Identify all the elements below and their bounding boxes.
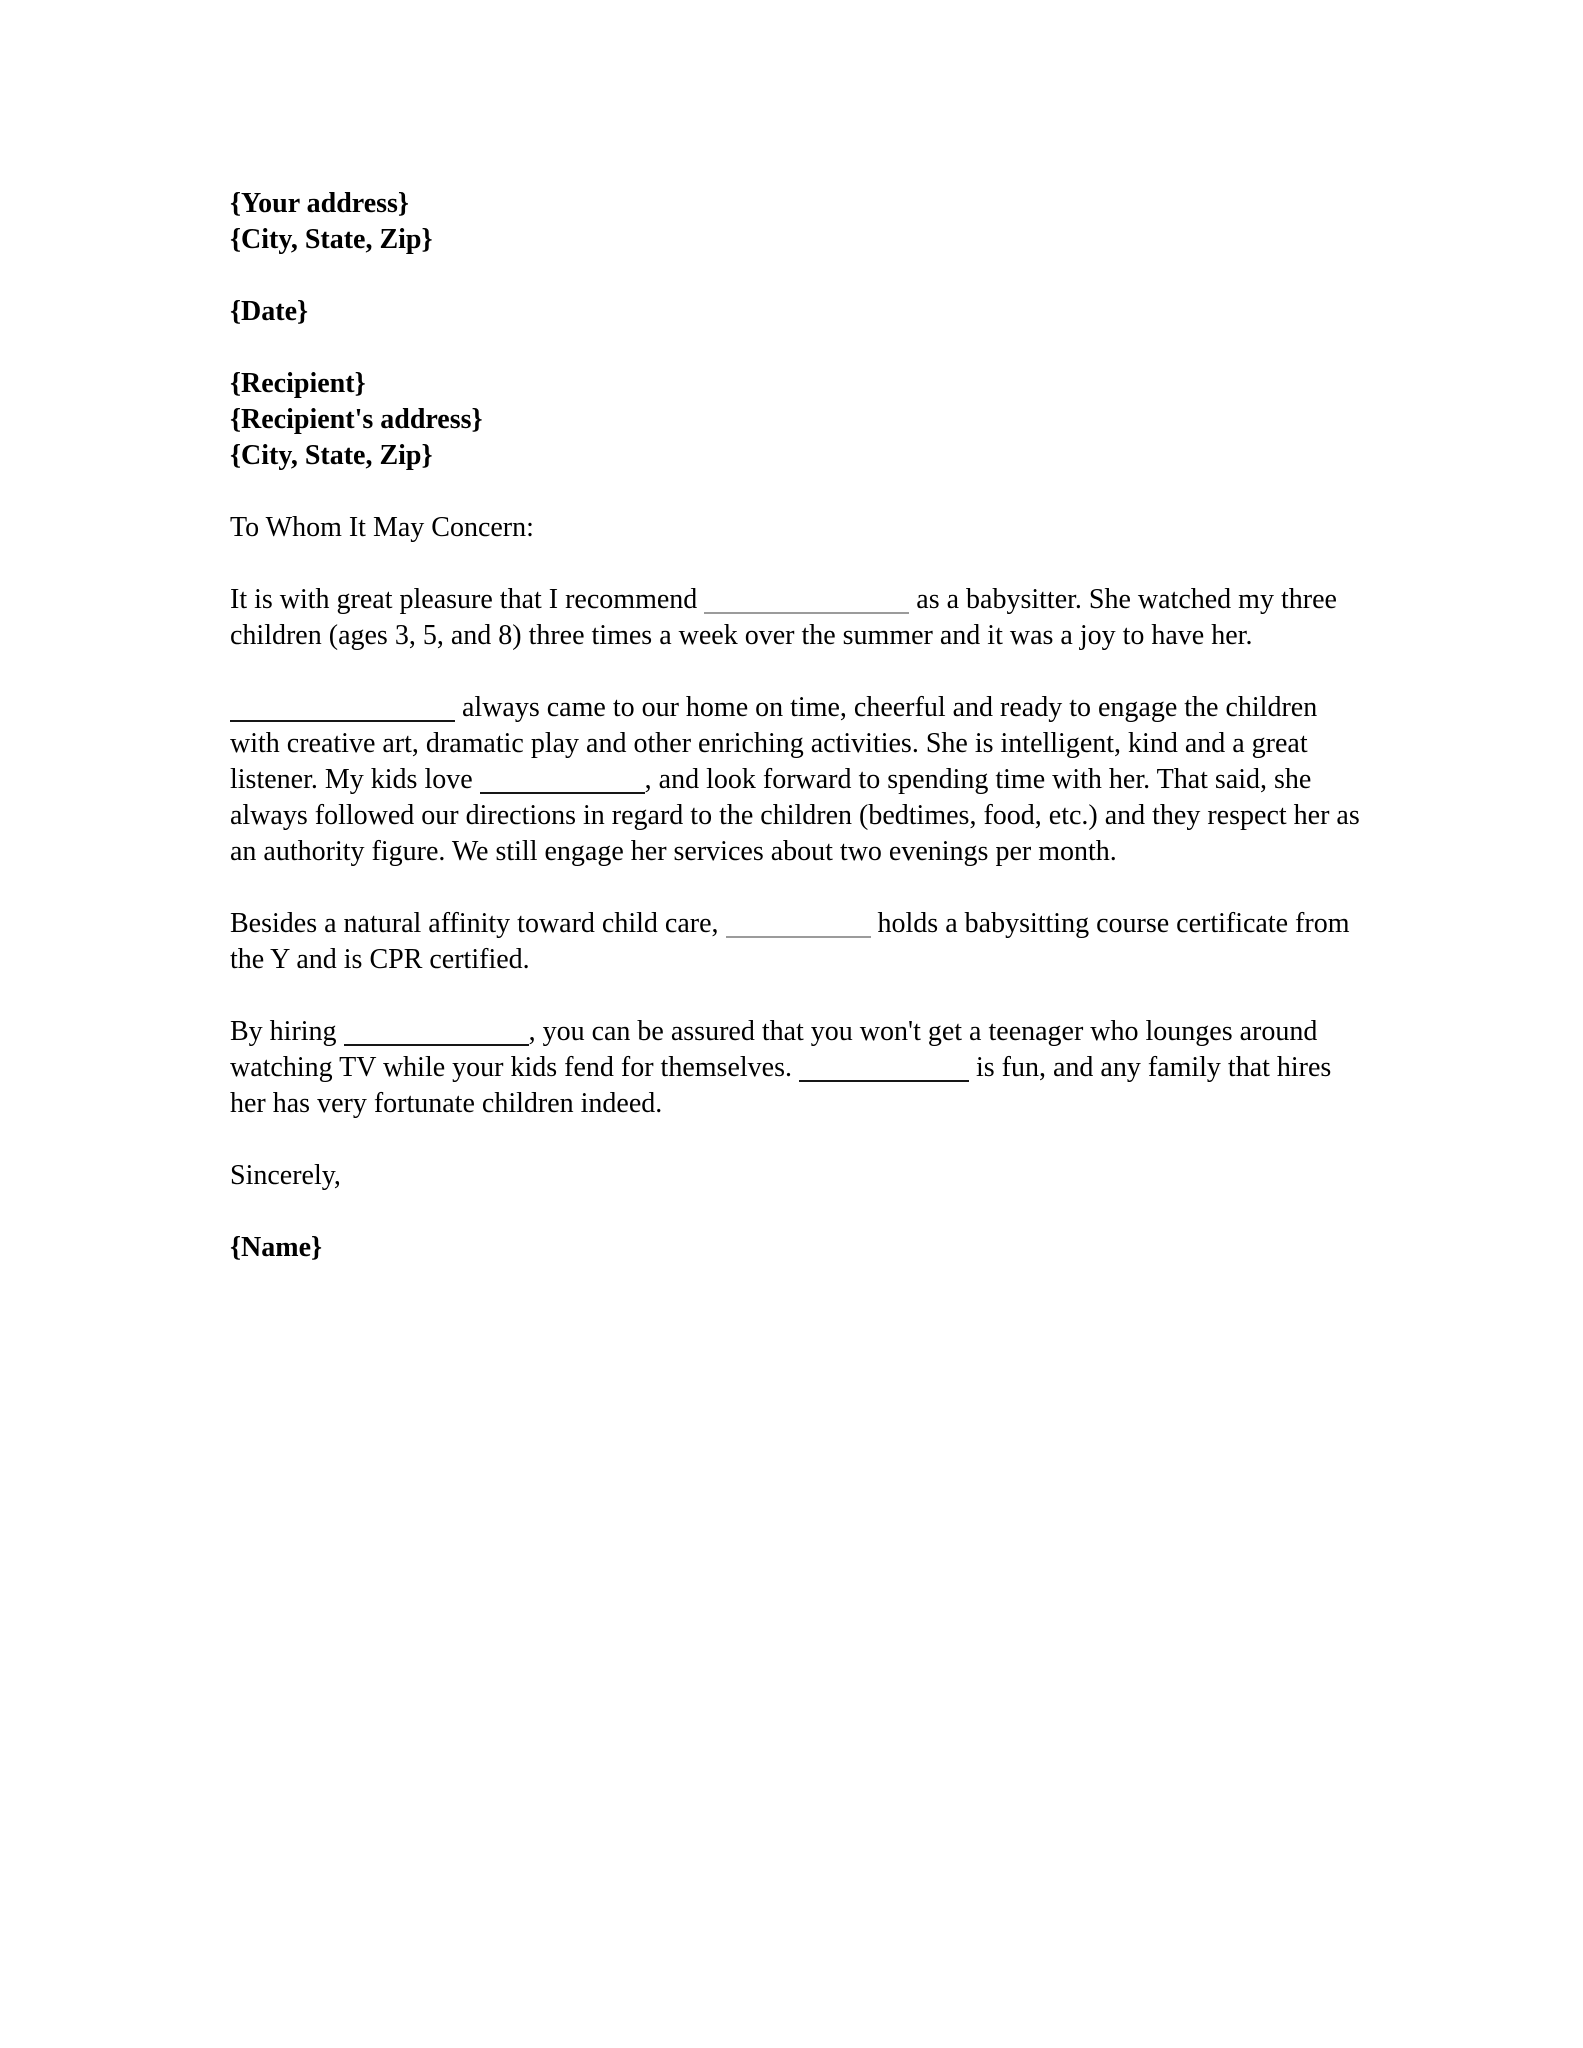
sender-address-block <box>230 186 1370 258</box>
paragraph-text: It is with great pleasure that I recommend <box>230 584 705 615</box>
fill-in-blank-line <box>480 792 645 794</box>
fill-in-blank-line <box>704 612 909 614</box>
paragraph-text: , and look forward to spending time with her. That said, she always followed our directions in regard to the children (bedtimes, food, etc.) and they respect her as an authority figure. We still engage her services about two evenings per month. <box>230 764 1360 867</box>
letter-body <box>230 582 1370 1122</box>
date-block <box>230 294 1370 330</box>
fill-in-blank-line <box>799 1080 969 1082</box>
letter-paragraph <box>230 906 1370 978</box>
fill-in-blank-line <box>726 936 871 938</box>
salutation-block <box>230 510 1370 546</box>
letter-content <box>230 186 1370 1266</box>
date-line: {Date} <box>230 296 309 327</box>
recipient-address-block <box>230 366 1370 474</box>
paragraph-text: Besides a natural affinity toward child care, <box>230 908 726 939</box>
closing-line: Sincerely, <box>230 1160 341 1191</box>
letter-paragraph <box>230 582 1370 654</box>
paragraph-text: as a babysitter. She watched my three children (ages 3, 5, and 8) three times a week over the summer and it was a joy to have her. <box>230 584 1337 651</box>
paragraph-text: , you can be assured that you won't get a teenager who lounges around watching TV while your kids fend for themselves. <box>230 1016 1318 1083</box>
salutation-line: To Whom It May Concern: <box>230 512 534 543</box>
recipient-name-line: {Recipient} <box>230 368 366 399</box>
sender-city-state-zip-line: {City, State, Zip} <box>230 224 433 255</box>
paragraph-text: is fun, and any family that hires her has very fortunate children indeed. <box>230 1052 1332 1119</box>
recipient-city-state-zip-line: {City, State, Zip} <box>230 440 433 471</box>
paragraph-text: By hiring <box>230 1016 344 1047</box>
paragraph-text: holds a babysitting course certificate from the Y and is CPR certified. <box>230 908 1350 975</box>
paragraph-text: always came to our home on time, cheerful and ready to engage the children with creative art, dramatic play and other enriching activities. She is intelligent, kind and a great listener. My kids love <box>230 692 1318 795</box>
recipient-address-line: {Recipient's address} <box>230 404 483 435</box>
sender-address-line: {Your address} <box>230 188 409 219</box>
fill-in-blank-line <box>344 1044 529 1046</box>
letter-paragraph <box>230 690 1370 870</box>
signature-name: {Name} <box>230 1232 323 1263</box>
letter-paragraph <box>230 1014 1370 1122</box>
fill-in-blank-line <box>230 720 455 722</box>
